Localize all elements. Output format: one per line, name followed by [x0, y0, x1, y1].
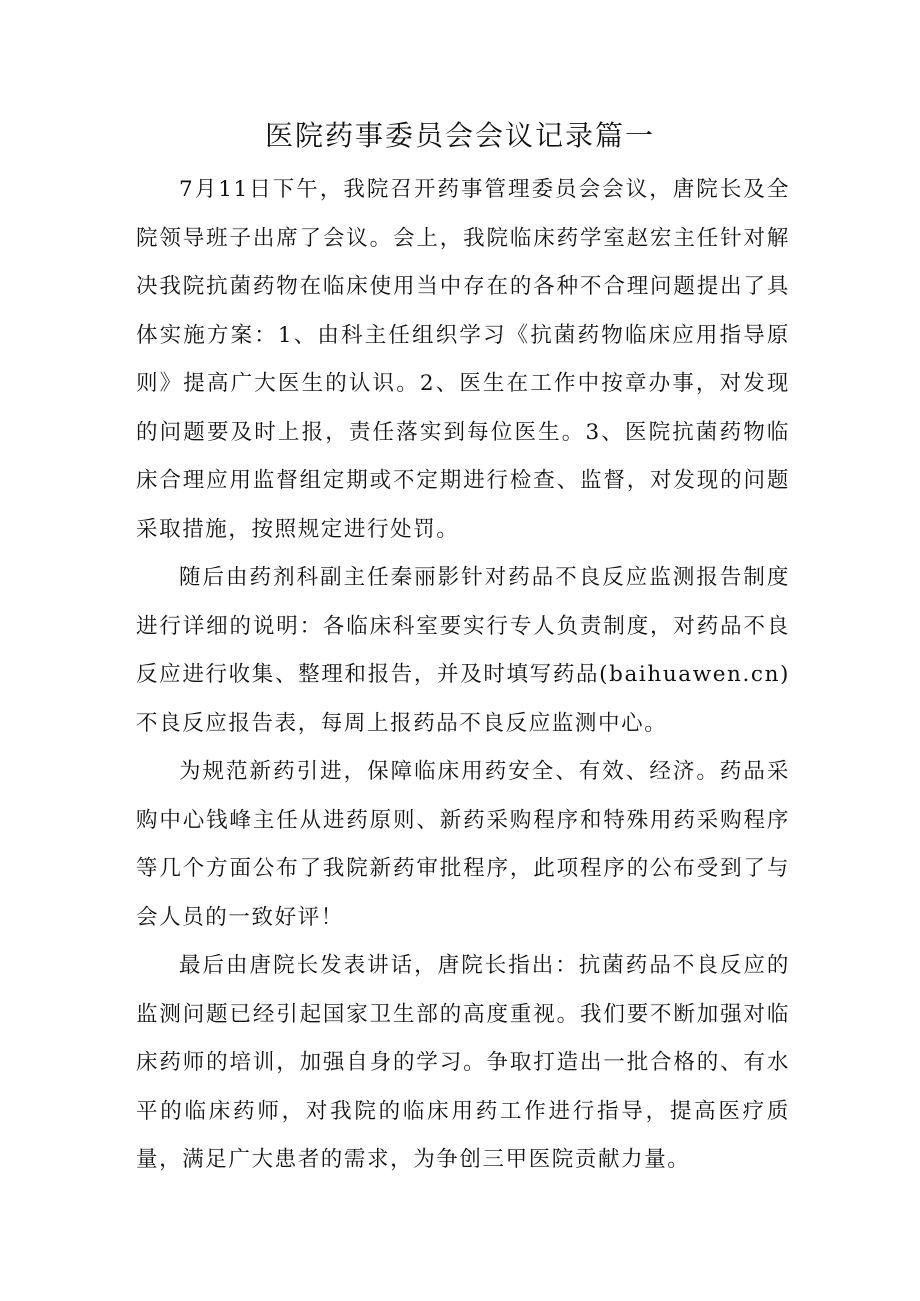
document-title: 医院药事委员会会议记录篇一 — [264, 119, 655, 152]
document-body — [136, 166, 790, 1185]
paragraph-meeting-opening: 7月11日下午，我院召开药事管理委员会会议，唐院长及全院领导班子出席了会议。会上，我院临床药学室赵宏主任针对解决我院抗菌药物在临床使用当中存在的各种不合理问题提出了具体实施方案：1、由科主任组织学习《抗菌药物临床应用指导原则》提高广大医生的认识。2、医生在工作中按章办事，对发现的问题要及时上报，责任落实到每位医生。3、医院抗菌药物临床合理应用监督组定期或不定期进行检查、监督，对发现的问题采取措施，按照规定进行处罚。 — [136, 177, 790, 542]
paragraph-closing-speech: 最后由唐院长发表讲话，唐院长指出：抗菌药品不良反应的监测问题已经引起国家卫生部的高度重视。我们要不断加强对临床药师的培训，加强自身的学习。争取打造出一批合格的、有水平的临床药师，对我院的临床用药工作进行指导，提高医疗质量，满足广大患者的需求，为争创三甲医院贡献力量。 — [136, 953, 790, 1172]
paragraph-adverse-reaction-report: 随后由药剂科副主任秦丽影针对药品不良反应监测报告制度进行详细的说明：各临床科室要实行专人负责制度，对药品不良反应进行收集、整理和报告，并及时填写药品(baihuawen.cn)不良反应报告表，每周上报药品不良反应监测中心。 — [136, 565, 790, 736]
paragraph-new-drug-procedure: 为规范新药引进，保障临床用药安全、有效、经济。药品采购中心钱峰主任从进药原则、新药采购程序和特殊用药采购程序等几个方面公布了我院新药审批程序，此项程序的公布受到了与会人员的一致好评！ — [136, 759, 790, 930]
